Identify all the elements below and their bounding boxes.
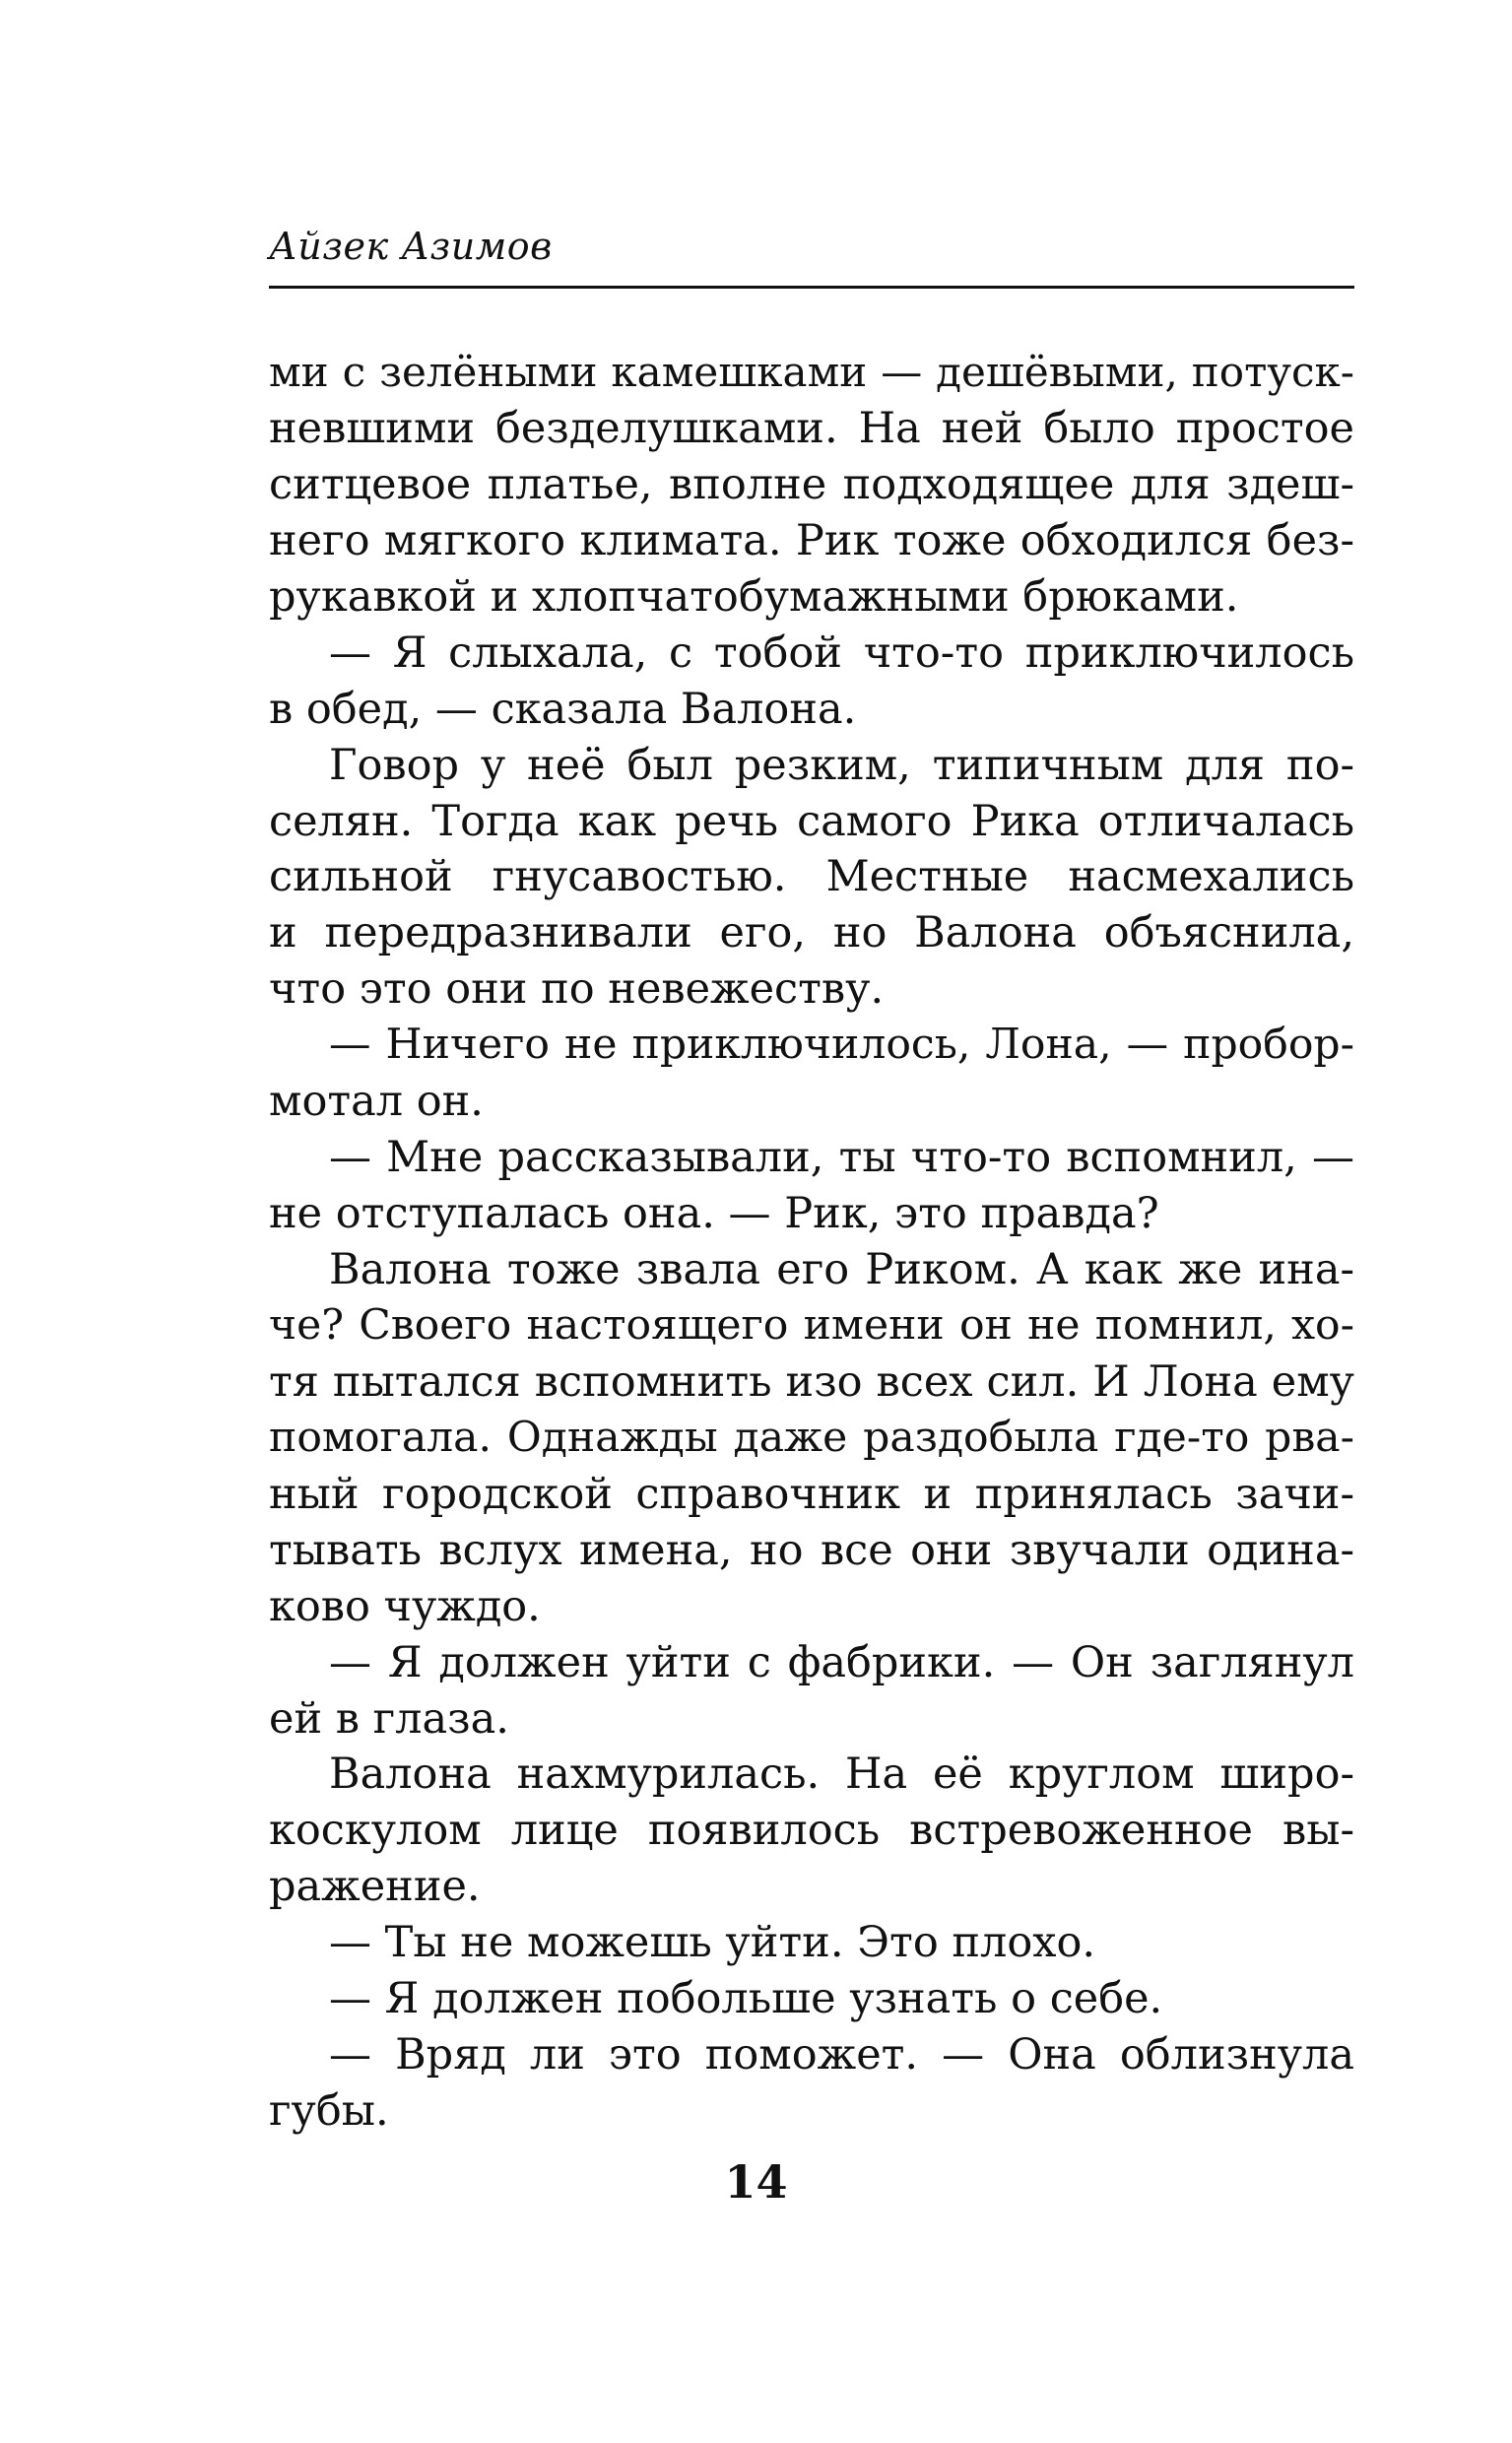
page-number: 14 — [724, 2155, 788, 2209]
text-line: Валона нахмурилась. На её круглом широ- — [329, 1750, 1354, 1800]
text-line: тывать вслух имена, но все они звучали одина- — [269, 1525, 1354, 1575]
text-line: — Мне рассказывали, ты что-то вспомнил, — — [329, 1133, 1354, 1183]
text-line: тя пытался вспомнить изо всех сил. И Лона ему — [269, 1356, 1354, 1407]
text-line: мотал он. — [269, 1077, 484, 1127]
text-line: губы. — [269, 2086, 389, 2137]
text-line: что это они по невежеству. — [269, 964, 885, 1015]
text-line: — Ничего не приключилось, Лона, — пробор- — [329, 1021, 1354, 1070]
text-line: — Вряд ли это поможет. — Она облизнула — [329, 2030, 1354, 2080]
running-head-author: Айзек Азимов — [269, 225, 553, 268]
text-line: невшими безделушками. На ней было простое — [269, 403, 1354, 453]
text-line: сильной гнусавостью. Местные насмехались — [269, 852, 1354, 902]
text-line: Говор у неё был резким, типичным для по- — [329, 740, 1354, 790]
text-line: ситцевое платье, вполне подходящее для здеш- — [269, 459, 1354, 509]
text-line: коскулом лице появилось встревоженное вы- — [269, 1806, 1354, 1856]
text-line: селян. Тогда как речь самого Рика отличалась — [269, 796, 1354, 846]
text-line: в обед, — сказала Валона. — [269, 684, 857, 734]
text-line: — Я должен уйти с фабрики. — Он заглянул — [329, 1637, 1354, 1687]
text-line: — Я должен побольше узнать о себе. — [329, 1974, 1163, 2024]
text-line: не отступалась она. — Рик, это правда? — [269, 1189, 1159, 1239]
text-line: ми с зелёными камешками — дешёвыми, потуск- — [269, 348, 1354, 396]
text-line: ей в глаза. — [269, 1693, 509, 1744]
text-line: помогала. Однажды даже раздобыла где-то рва- — [269, 1413, 1354, 1462]
text-line: — Ты не можешь уйти. Это плохо. — [329, 1918, 1096, 1968]
text-line: че? Своего настоящего имени он не помнил, хо- — [269, 1300, 1354, 1350]
text-line: и передразнивали его, но Валона объяснила, — [269, 908, 1354, 958]
header-rule — [269, 286, 1354, 289]
text-line: — Я слыхала, с тобой что-то приключилось — [329, 627, 1354, 678]
text-line: Валона тоже звала его Риком. А как же ина- — [329, 1245, 1354, 1294]
text-line: рукавкой и хлопчатобумажными брюками. — [269, 571, 1239, 622]
text-line: него мягкого климата. Рик тоже обходился без- — [269, 515, 1354, 565]
text-line: ражение. — [269, 1862, 481, 1912]
text-line: ный городской справочник и принялась зачи- — [269, 1469, 1354, 1519]
body-text — [269, 345, 1354, 2140]
text-line: ково чуждо. — [269, 1581, 541, 1631]
